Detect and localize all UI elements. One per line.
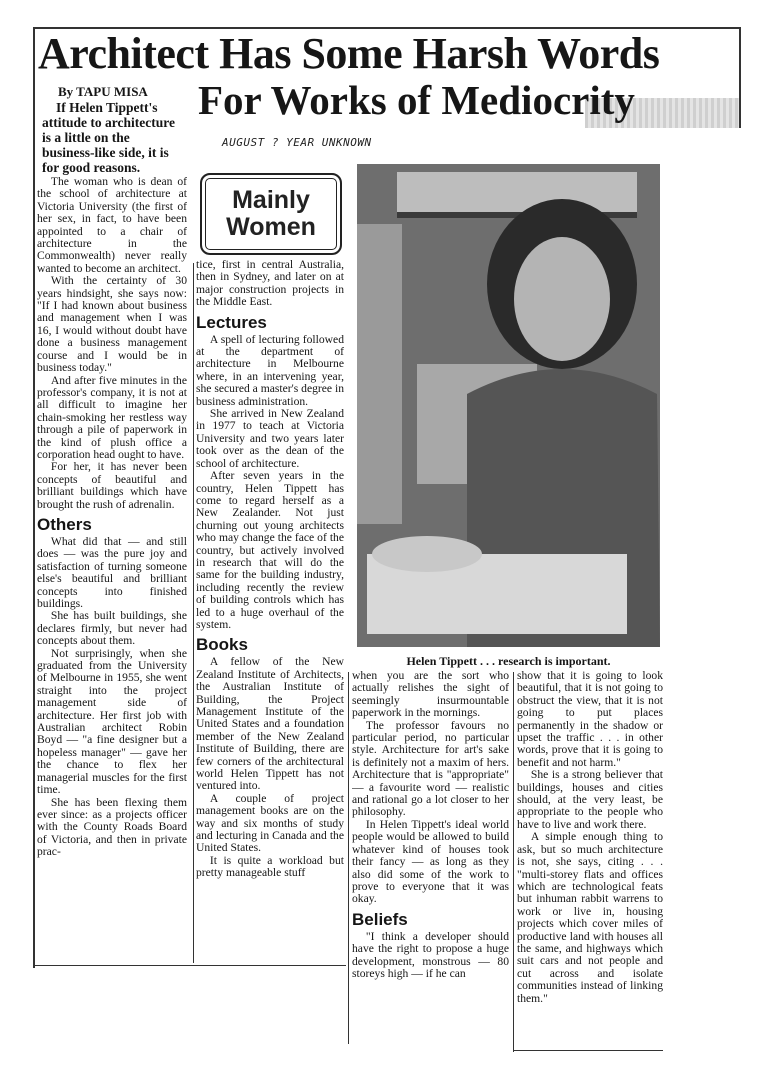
column-rule-1 — [193, 263, 194, 963]
left-clipping-edge — [33, 28, 35, 968]
paragraph: She has built buildings, she declares firmly, but never had concepts about them. — [37, 609, 187, 648]
paragraph: The professor favours no particular period, no particular style. Architecture for art's sake is definitely not a maxim of hers. Architecture that is "appropriate" — a favourite word — realistic and rational go a lot closer to her philosophy. — [352, 718, 509, 819]
paragraph: Not surprisingly, when she graduated from the University of Melbourne in 1955, she went straight into the project management side of architecture. Her first job with Australian architect Robin Boyd — "a fine designer but a hopeless manager" — gave her the chance to flex her managerial muscles for the first time. — [37, 646, 187, 797]
column-3 — [352, 670, 509, 1040]
headline-line-1: Architect Has Some Harsh Words — [38, 29, 660, 78]
lede: If Helen Tippett's attitude to architecture is a little on the business-like side, it is for good reasons. — [42, 100, 175, 175]
paragraph: A fellow of the New Zealand Institute of Architects, the Australian Institute of Building, the Project Management Institute of the United States and a foundation member of the New Zealand Institute of Building, there are few corners of the architectural world Helen Tippett has not ventured into. — [196, 655, 344, 793]
subheading-lectures: Lectures — [196, 312, 267, 332]
paragraph: What did that — and still does — was the pure joy and satisfaction of turning someone else's beautiful and brilliant concepts into finished buildings. — [37, 534, 187, 610]
paragraph: show that it is going to look beautiful, that it is not going to obstruct the view, that it is not going to put places permanently in the shadow or upset the traffic . . . in other words, prove that it is going to benefit and not harm." — [517, 670, 663, 769]
subheading-beliefs: Beliefs — [352, 909, 408, 929]
subheading-others: Others — [37, 514, 92, 534]
photo-caption: Helen Tippett . . . research is important. — [406, 654, 611, 668]
paragraph: tice, first in central Australia, then in Sydney, and later on at major construction projects in the Middle East. — [196, 259, 344, 309]
paragraph: And after five minutes in the professor's company, it is not at all difficult to imagine her chain-smoking her restless way through a pile of paperwork in the kind of plush office a corporation head ought to have. — [37, 373, 187, 461]
paragraph: She is a strong believer that buildings, houses and cities should, at the very least, be appropriate to the people who have to live and work there. — [517, 768, 663, 831]
paragraph: She has been flexing them ever since: as a projects officer with the County Roads Board of Victoria, and then in private prac- — [37, 795, 187, 859]
paragraph: when you are the sort who actually relishes the sight of seemingly insurmountable paperwork in the mornings. — [352, 670, 509, 720]
portrait-photo — [357, 164, 660, 647]
column-4 — [517, 670, 663, 1048]
bottom-rule-left — [33, 965, 346, 966]
paragraph: A couple of project management books are on the way and six months of study and lecturing in Canada and the United States. — [196, 791, 344, 855]
paragraph: She arrived in New Zealand in 1977 to teach at Victoria University and two years later took over as the dean of the school of architecture. — [196, 407, 344, 470]
column-rule-2 — [348, 672, 349, 1044]
paragraph: For her, it has never been concepts of beautiful and brilliant buildings which have brought the rush of adrenalin. — [37, 460, 187, 511]
headline-line-2: For Works of Mediocrity — [198, 77, 635, 123]
paragraph: It is quite a workload but pretty manageable stuff — [196, 853, 344, 880]
column-rule-3 — [513, 672, 514, 1052]
handwritten-date-note: AUGUST ? YEAR UNKNOWN — [222, 136, 372, 149]
paragraph: A spell of lecturing followed at the department of architecture in Melbourne where, in an intervening year, she secured a master's degree in business administration. — [196, 332, 344, 408]
mainly-women-section-logo — [200, 173, 342, 255]
column-1 — [37, 176, 187, 961]
right-clipping-edge — [739, 28, 741, 128]
paragraph: In Helen Tippett's ideal world people would be allowed to build whatever kind of houses took their fancy — as long as they also did some of the work to prove to everyone that it was okay. — [352, 817, 509, 906]
subheading-books: Books — [196, 635, 248, 655]
byline: By TAPU MISA — [58, 84, 148, 99]
paragraph: With the certainty of 30 years hindsight, she says now: "If I had known about business and management when I was 16, I would without doubt have done a business management course and I would be in business today." — [37, 274, 187, 375]
logo-word-1: Mainly — [232, 186, 310, 214]
column-2 — [196, 259, 344, 964]
paragraph: After seven years in the country, Helen Tippett has come to regard herself as a New Zealander. Not just churning out young architects who may change the face of the country, but actively involved in research that will do the same for the building industry, including recently the review of building controls which has led to a huge overhaul of the system. — [196, 469, 344, 631]
paragraph: "I think a developer should have the right to propose a huge development, monstrous — 80 storeys high — if he can — [352, 929, 509, 980]
bottom-rule-right — [513, 1050, 663, 1051]
logo-word-2: Women — [226, 213, 316, 241]
paragraph: The woman who is dean of the school of architecture at Victoria University (the first of her sex, in fact, to have been appointed to a chair of architecture in the Commonwealth) never really wanted to become an architect. — [37, 176, 187, 275]
portrait-photo-icon — [357, 164, 660, 647]
paragraph: A simple enough thing to ask, but so much architecture is not, she says, citing . . . "multi-storey flats and offices which are technological feats but inhuman rabbit warrens to work or live in, housing projects which cover miles of productive land with houses all the same, and highways which suit cars and not people and cut across and isolate communities instead of linking them." — [517, 830, 663, 1005]
